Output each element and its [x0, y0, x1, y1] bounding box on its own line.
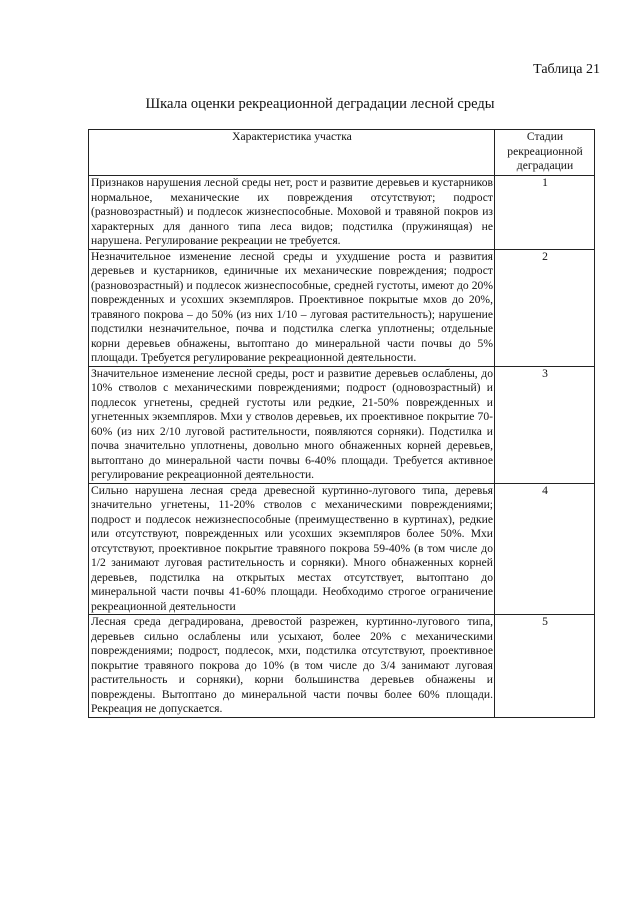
row-description: Лесная среда деградирована, древостой разрежен, куртинно-лугового типа, деревьев сильно ослаблены или усыхают, более 20% с механическими повреждениями; подрост, подлесок, мхи, подстилка отсутствуют, проективное покрытие травяного покрова до 10% (в том числе до 3/4 занимают луговая растительность и сорняки), корни большинства деревьев обнажены и повреждены. Вытоптано до минеральной части почвы более 60% площади. Рекреация не допускается.	[89, 615, 495, 718]
table-row	[89, 366, 595, 483]
table-row	[89, 249, 595, 366]
table-header-row	[89, 130, 595, 176]
header-characteristic: Характеристика участка	[89, 130, 495, 176]
row-description: Значительное изменение лесной среды, рост и развитие деревьев ослаблены, до 10% стволов с механическими повреждениями; подрост (одновозрастный) и подлесок угнетены, средней густоты или редкие, 21-50% поврежденных и угнетенных экземпляров. Мхи у стволов деревьев, их проективное покрытие 70-60% (из них 2/10 луговой растительности, появляются сорняки). Подстилка и почва значительно уплотнены, довольно много обнаженных корней деревьев, вытоптано до минеральной части почвы 6-40% площади. Требуется активное регулирование рекреационной деятельности.	[89, 366, 495, 483]
table-row	[89, 483, 595, 615]
table-row	[89, 615, 595, 718]
row-stage: 2	[495, 249, 595, 366]
row-stage: 4	[495, 483, 595, 615]
row-stage: 3	[495, 366, 595, 483]
row-stage: 1	[495, 176, 595, 250]
table-number: Таблица 21	[533, 62, 600, 77]
row-stage: 5	[495, 615, 595, 718]
table-row	[89, 176, 595, 250]
row-description: Признаков нарушения лесной среды нет, рост и развитие деревьев и кустарников нормальное, механические их повреждения отсутствуют; подрост (разновозрастный) и подлесок жизнеспособные. Моховой и травяной покров из характерных для данного типа леса видов; подстилка (пружинящая) не нарушена. Регулирование рекреации не требуется.	[89, 176, 495, 250]
header-stage: Стадии рекреационной деградации	[495, 130, 595, 176]
row-description: Незначительное изменение лесной среды и ухудшение роста и развития деревьев и кустарников, единичные их механические повреждения; подрост (разновозрастный) и подлесок жизнеспособные, средней густоты, имеют до 20% поврежденных и усохших экземпляров. Проективное покрытые мхов до 20%, травяного покрова – до 50% (из них 1/10 – луговая растительность); нарушение подстилки незначительное, почва и подстилка слегка уплотнены; отдельные корни деревьев обнажены, вытоптано до минеральной части почвы до 5% площади. Требуется регулирование рекреационной деятельности.	[89, 249, 495, 366]
table-title: Шкала оценки рекреационной деградации лесной среды	[145, 96, 495, 112]
degradation-scale-table	[88, 129, 595, 718]
row-description: Сильно нарушена лесная среда древесной куртинно-лугового типа, деревья значительно угнетены, 11-20% стволов с механическими повреждениями; подрост и подлесок нежизнеспособные (преимущественно в куртинах), редкие или отсутствуют, поврежденных или усохших экземпляров более 50%. Мхи отсутствуют, проективное покрытие травяного покрова 59-40% (в том числе до 1/2 занимают луговая растительность и сорняки). Много обнаженных корней деревьев, подстилка на открытых местах отсутствует, вытоптано до минеральной части почвы 41-60% площади. Необходимо строгое ограничение рекреационной деятельности	[89, 483, 495, 615]
